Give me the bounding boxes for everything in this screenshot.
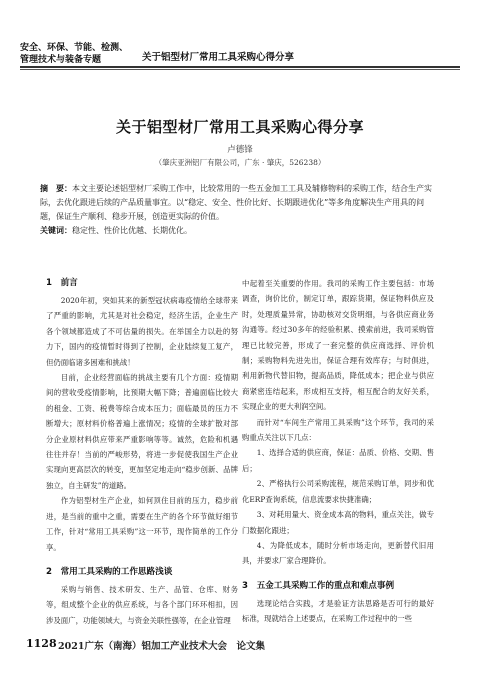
- abstract: [40, 182, 440, 224]
- section-tag-line1: 安全、环保、节能、检测、: [20, 43, 129, 53]
- list-item: 2、严格执行公司采购流程，规范采购订单，同步和优化ERP查询系统，信息流要求快捷准确；: [242, 479, 434, 504]
- list-item: 3、对耗用量大、资金成本高的物料，重点关注，做专门数据化跟进；: [242, 510, 434, 535]
- article-title: 关于铝型材厂常用工具采购心得分享: [115, 118, 364, 136]
- paragraph: 选现论结合实践，才是验证方法思路是否可行的最好标准，现就结合上述要点，在采购工作过程中的一些: [242, 598, 434, 624]
- abstract-text: 本文主要论述铝型材厂采购工作中，比较常用的一些五金加工工具及辅修物料的采购工作，结合生产实际，去优化跟进后续的产品质量事宜。以“稳定、安全、性价比好、长期跟进优化”等多角度解决生产用具的问题，保证生产顺利、稳步开展，创造更实际的价值。: [40, 184, 432, 221]
- paragraph: 采购与销售、技术研发、生产、品管、仓库、财务等，组成整个企业的供应系统，与各个部门环环相扣，因涉及面广，功能领域大，与资金关联性强等，在企业管理: [46, 584, 238, 625]
- section-heading-2: 2 常用工具采购的工作思路浅谈: [46, 566, 173, 577]
- paragraph: 而针对“车间生产常用工具采购”这个环节，我司的采购重点关注以下几点：: [242, 417, 434, 443]
- paragraph: 2020年初，突如其来的新型冠状病毒疫情给全球带来了严重的影响，尤其是对社会稳定，经济生活，企业生产各个领域都造成了不可估量的损失。在举国全力以赴的努力下，国内的疫情暂时得到了控制，企业陆续复工复产，但仍面临诸多困难和挑战！: [46, 296, 238, 367]
- keywords-label: 关键词：: [40, 226, 72, 235]
- left-column: [46, 270, 238, 628]
- page-number: 1128: [26, 637, 57, 650]
- section-tag: [20, 42, 136, 66]
- page-header: [0, 0, 480, 70]
- right-column: [242, 276, 434, 627]
- paragraph: 中起着至关重要的作用。我司的采购工作主要包括：市场调查，询价比价，制定订单，跟踪货期，保证物料供应及时，处理质量异常，协助核对交货明细，与各供应商业务沟通等。经过30多年的经验积累、摸索前进，我司采购管理已比较完善，形成了一套完整的供应商选择、评价机制；采购物料先进先出，保证合理有效库存；与时俱进，利用新物代替旧物，提高品质，降低成本；把企业与供应商紧密连结起来，形成相互支持，相互配合的友好关系，实现企业的更大利润空间。: [242, 279, 434, 412]
- paragraph: 目前，企业经营面临的挑战主要有几个方面：疫情期间的营收受疫情影响，比预期大幅下降；普遍面临比较大的租金、工资、税费等综合成本压力；面临最员的压力不断增大；原材料价格普遍上涨情况；疫情的全球扩散对部分企业原材料供应带来严重影响等等。诚然，危险和机遇往往并存！当前的严峻形势，将进一步促使我国生产企业实现向更高层次的转变，更加坚定地走向“稳步创新、品牌独立，自主研发”的道路。: [46, 373, 238, 490]
- list-item: 1、选择合适的供应商，保证：品质、价格、交期、售后；: [242, 448, 434, 473]
- conference-name: 2021广东（南海）铝加工产业技术大会 论文集: [58, 641, 265, 652]
- paragraph: 作为铝型材生产企业，如何顶住目前的压力，稳步前进，是当前的重中之重，需要在生产的各个环节做好细节工作，针对“常用工具采购”这一环节，现作简单的工作分享。: [46, 496, 238, 552]
- abstract-label: 摘 要：: [40, 184, 72, 193]
- list-item: 4、为降低成本，随时分析市场走向，更新替代旧用具，并要求厂家合理降价。: [242, 540, 434, 566]
- author-name: 卢德锋: [227, 145, 253, 155]
- keywords-text: 稳定性、性价比优越、长期优化。: [72, 226, 192, 235]
- keywords: [40, 224, 440, 238]
- section-heading-3: 3 五金工具采购工作的重点和难点事例: [242, 580, 395, 591]
- running-title: 关于铝型材厂常用工具采购心得分享: [142, 52, 295, 63]
- header-rule: [20, 66, 460, 68]
- section-heading-1: 1 前言: [46, 278, 78, 288]
- author-affiliation: （肇庆亚洲铝厂有限公司，广东 · 肇庆，526238）: [154, 158, 326, 167]
- section-tag-line2: 管理技术与装备专题: [20, 55, 102, 65]
- header-rule-thin: [20, 69, 460, 70]
